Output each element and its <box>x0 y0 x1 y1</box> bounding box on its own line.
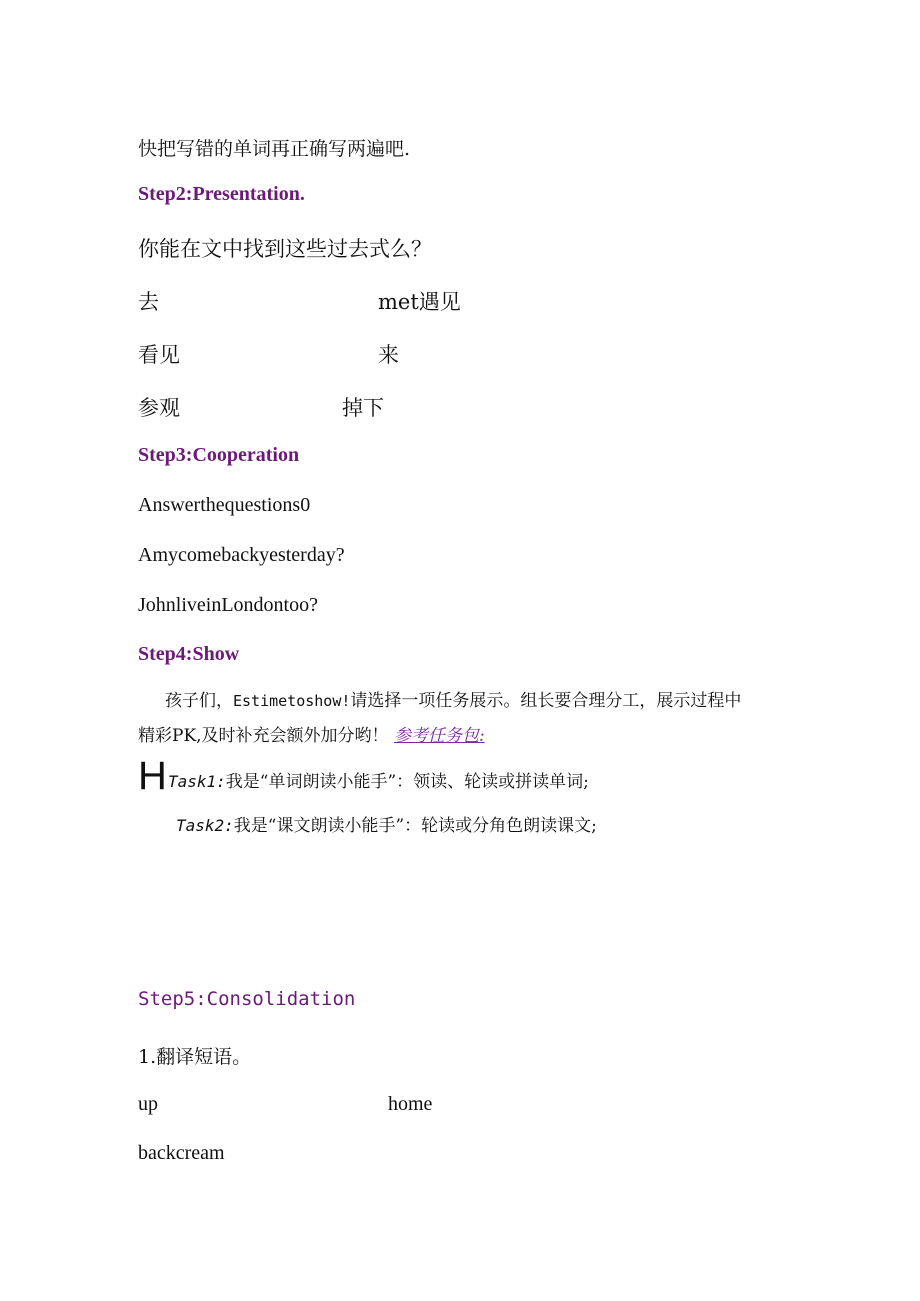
vocab-left-2: 看见 <box>138 343 180 367</box>
step3-heading: Step3:Cooperation <box>138 444 300 466</box>
step2-heading: Step2:Presentation. <box>138 183 305 205</box>
para2-text: 精彩PK,及时补充会额外加分哟！ <box>138 726 389 746</box>
step4-paragraph-line1 <box>165 682 741 720</box>
vocab-left-3: 参观 <box>138 396 180 420</box>
big-letter: H <box>138 754 167 798</box>
phrase-left-2: backcream <box>138 1142 225 1164</box>
step3-line-3: JohnliveinLondontoo? <box>138 594 318 616</box>
step3-line-2: Amycomebackyesterday? <box>138 544 345 566</box>
vocab-right-2: 来 <box>378 343 399 367</box>
task1-line <box>168 767 589 792</box>
para-mono: Estimetoshow! <box>233 692 351 710</box>
step4-paragraph-line2 <box>138 717 485 755</box>
vocab-left-1: 去 <box>138 290 159 314</box>
instruction-line: 快把写错的单词再正确写两遍吧. <box>138 138 411 160</box>
step5-heading: Step5:Consolidation <box>138 988 356 1010</box>
task1-label: Task1: <box>168 772 226 791</box>
step5-item1: 1.翻译短语。 <box>138 1046 252 1068</box>
task2-label: Task2: <box>176 816 234 835</box>
para-intro: 孩子们， <box>165 691 233 711</box>
task-pack-link[interactable]: 参考任务包: <box>393 726 485 746</box>
para-rest: 请选择一项任务展示。组长要合理分工，展示过程中 <box>350 691 742 711</box>
phrase-right-1: home <box>388 1093 433 1115</box>
step2-question: 你能在文中找到这些过去式么？ <box>138 237 432 261</box>
vocab-right-1: met遇见 <box>378 290 461 314</box>
task2-text: 我是“课文朗读小能手”：轮读或分角色朗读课文; <box>233 816 597 836</box>
step3-line-1: Answerthequestions0 <box>138 494 311 516</box>
task2-line <box>176 811 597 836</box>
phrase-left-1: up <box>138 1093 158 1115</box>
step4-heading: Step4:Show <box>138 643 240 665</box>
task1-text: 我是“单词朗读小能手”：领读、轮读或拼读单词; <box>225 772 589 792</box>
vocab-right-3: 掉下 <box>342 396 384 420</box>
